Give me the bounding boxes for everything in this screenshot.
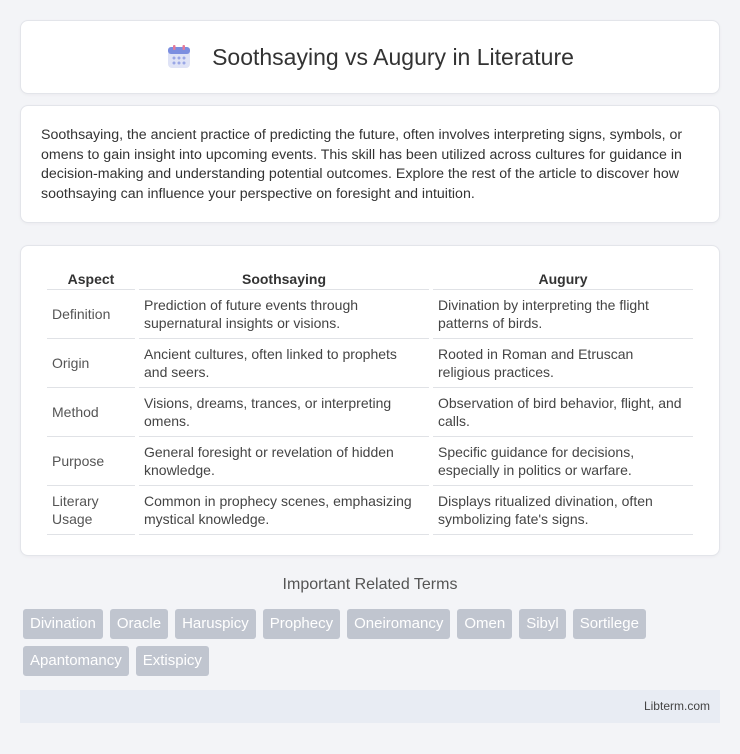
table-cell-augury: Rooted in Roman and Etruscan religious practices.	[433, 339, 693, 388]
intro-card	[20, 105, 720, 223]
table-cell-aspect: Definition	[47, 290, 135, 339]
table-row	[47, 486, 693, 535]
table-row	[47, 290, 693, 339]
table-row	[47, 339, 693, 388]
related-terms-list	[23, 609, 723, 676]
table-cell-augury: Divination by interpreting the flight patterns of birds.	[433, 290, 693, 339]
table-cell-augury: Displays ritualized divination, often symbolizing fate's signs.	[433, 486, 693, 535]
table-cell-soothsaying: Prediction of future events through supernatural insights or visions.	[139, 290, 429, 339]
term-tag-sortilege[interactable]: Sortilege	[573, 609, 646, 639]
table-cell-augury: Observation of bird behavior, flight, and calls.	[433, 388, 693, 437]
term-tag-apantomancy[interactable]: Apantomancy	[23, 646, 129, 676]
term-tag-omen[interactable]: Omen	[457, 609, 512, 639]
intro-paragraph: Soothsaying, the ancient practice of predicting the future, often involves interpreting signs, symbols, or omens to gain insight into upcoming events. This skill has been utilized across cultures for guidance in decision-making and understanding potential outcomes. Explore the rest of the article to discover how soothsaying can influence your perspective on foresight and intuition.	[41, 127, 683, 202]
column-header-soothsaying: Soothsaying	[139, 266, 429, 290]
term-tag-oneiromancy[interactable]: Oneiromancy	[347, 609, 450, 639]
term-tag-haruspicy[interactable]: Haruspicy	[175, 609, 256, 639]
table-row	[47, 437, 693, 486]
table-row	[47, 388, 693, 437]
table-cell-soothsaying: Visions, dreams, trances, or interpreting omens.	[139, 388, 429, 437]
column-header-augury: Augury	[433, 266, 693, 290]
term-tag-oracle[interactable]: Oracle	[110, 609, 168, 639]
table-cell-soothsaying: Ancient cultures, often linked to prophets and seers.	[139, 339, 429, 388]
table-cell-aspect: Method	[47, 388, 135, 437]
table-cell-soothsaying: Common in prophecy scenes, emphasizing mystical knowledge.	[139, 486, 429, 535]
term-tag-prophecy[interactable]: Prophecy	[263, 609, 340, 639]
page-title: Soothsaying vs Augury in Literature	[212, 43, 574, 70]
table-cell-augury: Specific guidance for decisions, especially in politics or warfare.	[433, 437, 693, 486]
related-terms-heading: Important Related Terms	[282, 576, 458, 593]
footer-site-link[interactable]: Libterm.com	[643, 699, 710, 713]
table-cell-aspect: Origin	[47, 339, 135, 388]
footer	[20, 690, 720, 723]
table-cell-soothsaying: General foresight or revelation of hidden knowledge.	[139, 437, 429, 486]
comparison-table-card	[20, 245, 720, 556]
term-tag-divination[interactable]: Divination	[23, 609, 103, 639]
column-header-aspect: Aspect	[47, 266, 135, 290]
comparison-table	[43, 266, 697, 535]
table-cell-aspect: Literary Usage	[47, 486, 135, 535]
term-tag-extispicy[interactable]: Extispicy	[136, 646, 209, 676]
term-tag-sibyl[interactable]: Sibyl	[519, 609, 566, 639]
calendar-icon	[166, 44, 192, 70]
title-card	[20, 20, 720, 94]
table-cell-aspect: Purpose	[47, 437, 135, 486]
table-header-row	[47, 266, 693, 290]
